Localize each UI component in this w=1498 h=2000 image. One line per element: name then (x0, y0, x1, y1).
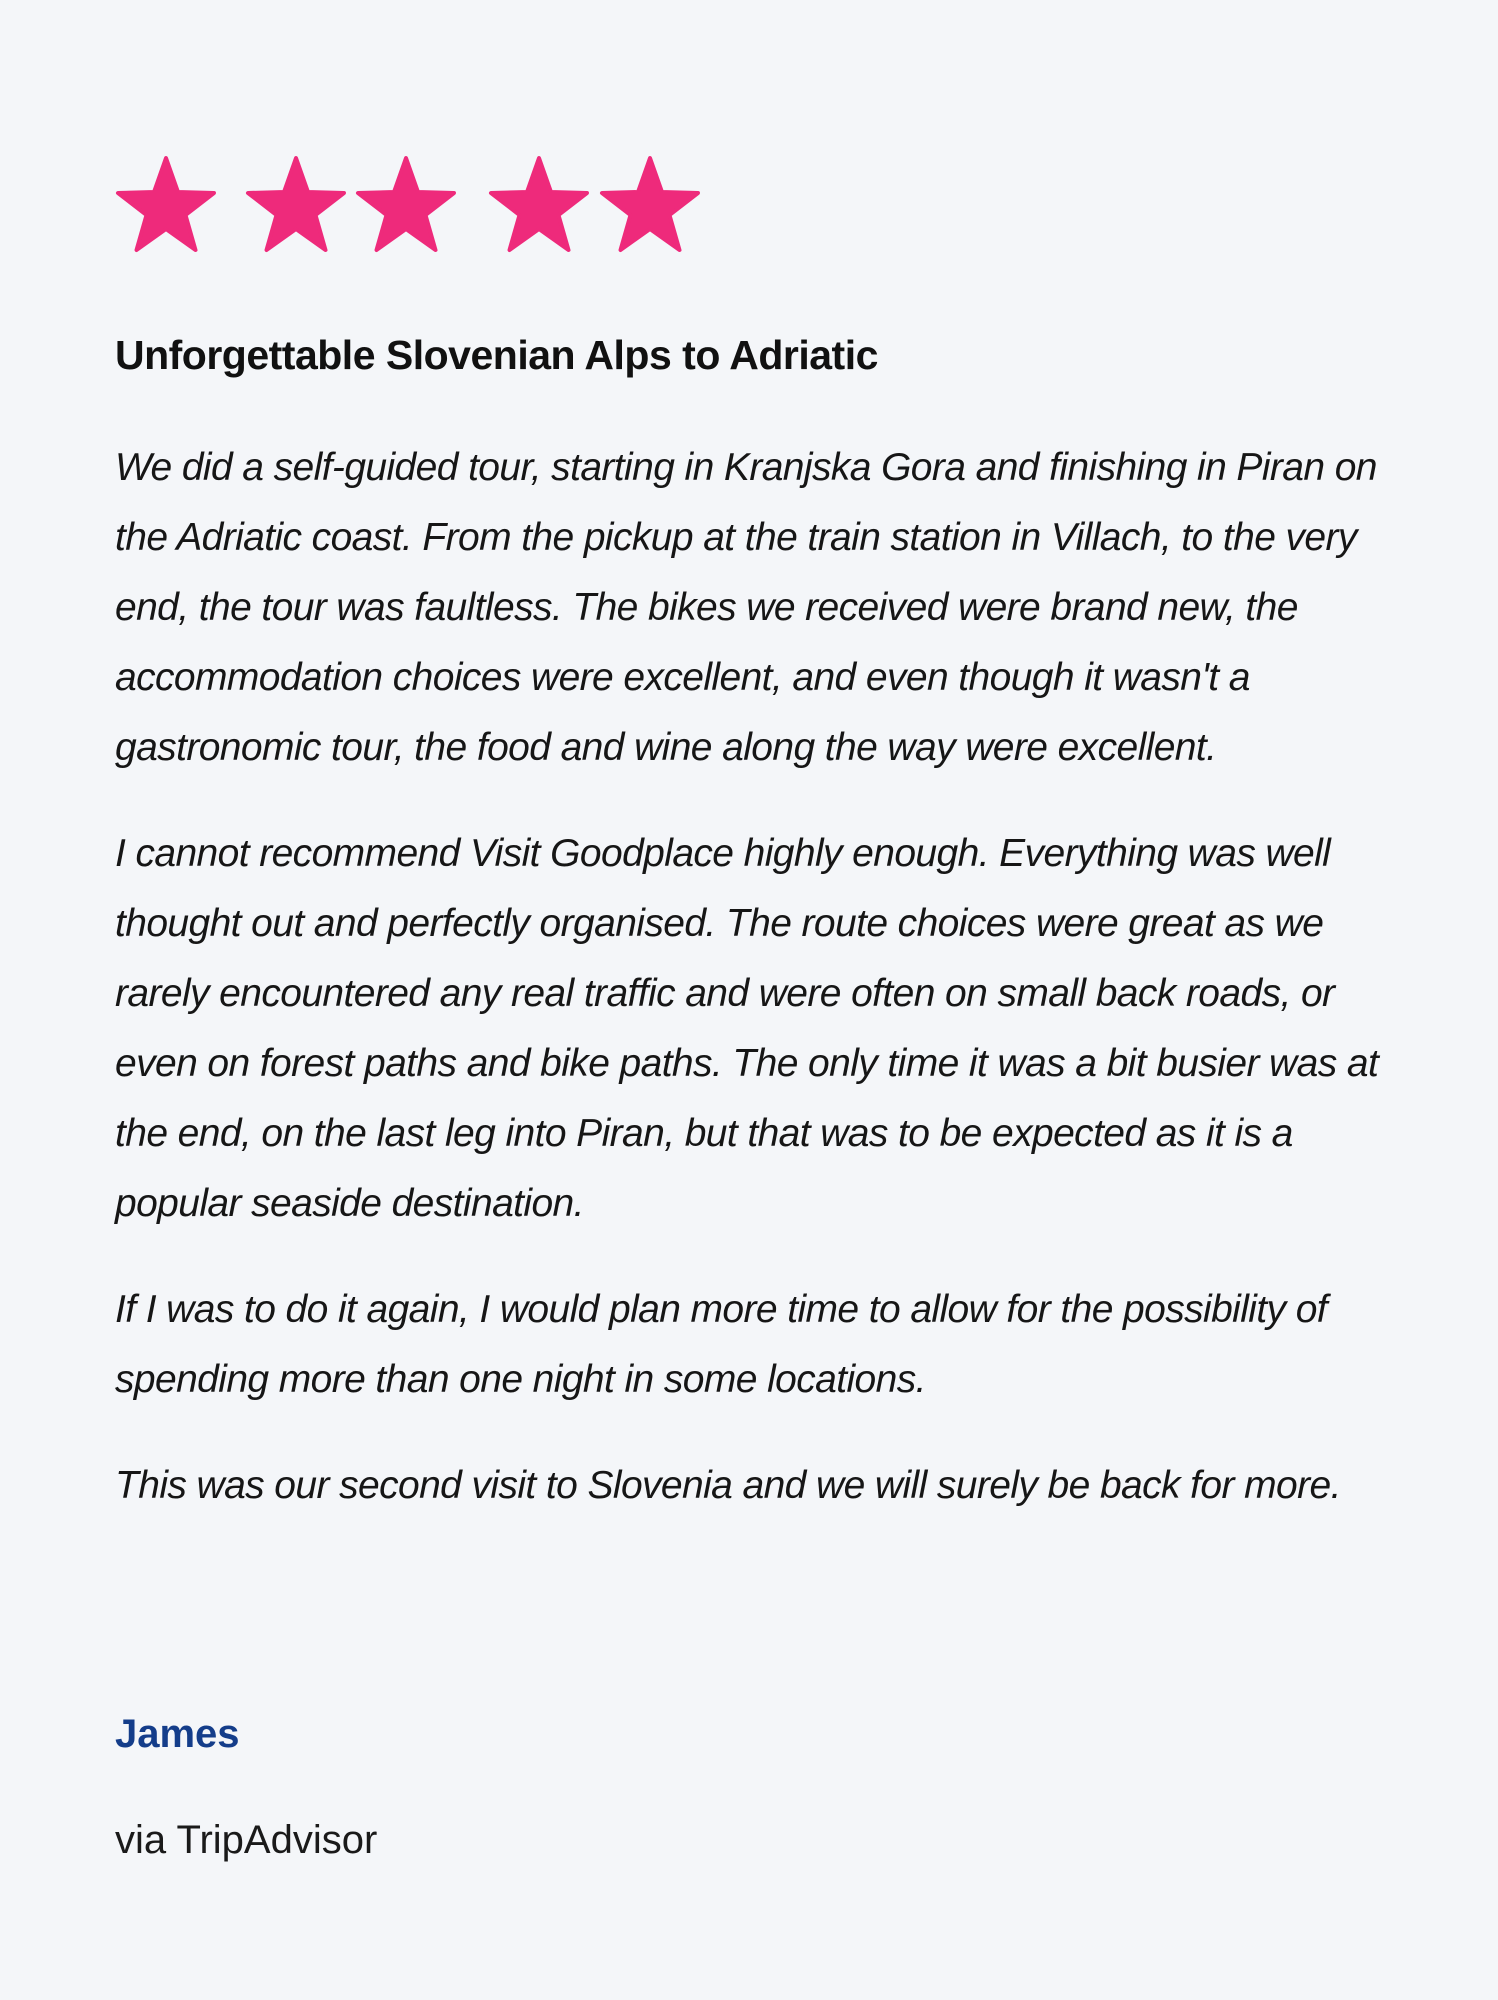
review-paragraph: We did a self-guided tour, starting in Kranjska Gora and finishing in Piran on the Adriatic coast. From the pickup at the train station in Villach, to the very end, the tour was faultless. The bikes we received were brand new, the accommodation choices were excellent, and even though it wasn't a gastronomic tour, the food and wine along the way were excellent. (115, 446, 1377, 769)
review-paragraph: I cannot recommend Visit Goodplace highly enough. Everything was well thought out and perfectly organised. The route choices were great as we rarely encountered any real traffic and were often on small back roads, or even on forest paths and bike paths. The only time it was a bit busier was at the end, on the last leg into Piran, but that was to be expected as it is a popular seaside destination. (115, 832, 1379, 1225)
star-rating (115, 155, 715, 255)
review-paragraph: If I was to do it again, I would plan more time to allow for the possibility of spending more than one night in some locations. (115, 1288, 1328, 1401)
review-title: Unforgettable Slovenian Alps to Adriatic (115, 332, 878, 378)
star-icon (355, 155, 457, 255)
star-icon (488, 155, 590, 255)
review-author: James (115, 1712, 240, 1756)
review-source: via TripAdvisor (115, 1818, 378, 1862)
star-icon (245, 155, 347, 255)
review-body (115, 433, 1405, 1557)
review-paragraph: This was our second visit to Slovenia and we will surely be back for more. (115, 1464, 1341, 1507)
star-icon (115, 155, 217, 255)
star-icon (599, 155, 701, 255)
